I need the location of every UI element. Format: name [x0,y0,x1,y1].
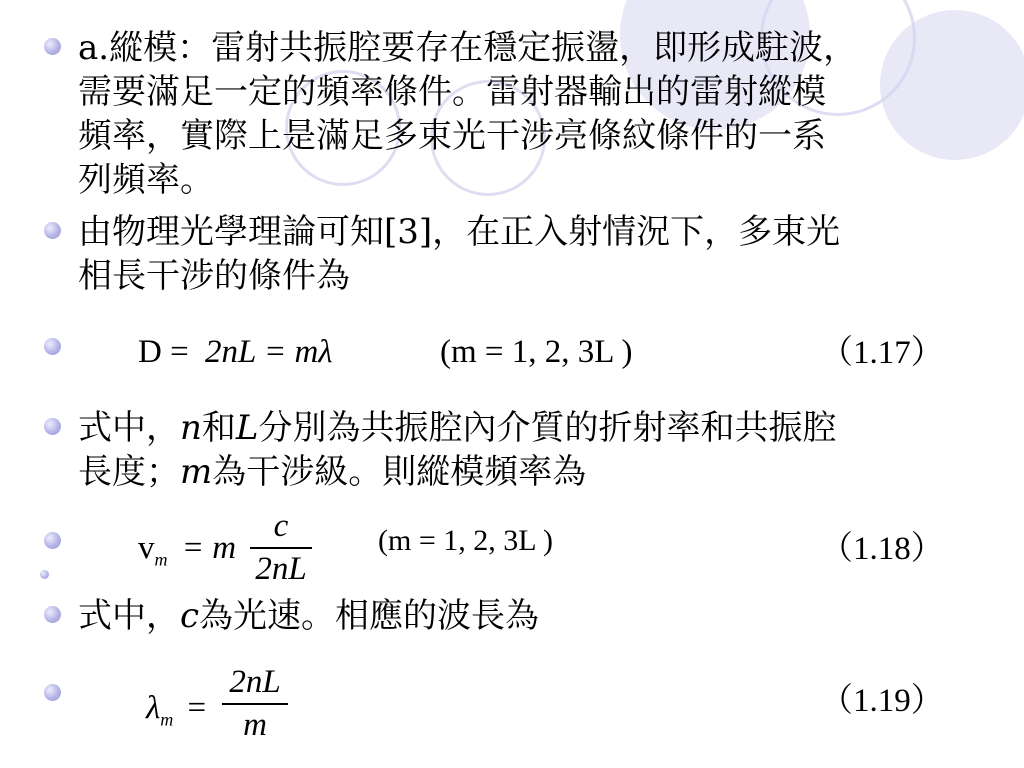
equation-lhs: D = [138,334,189,370]
bullet-icon [40,570,49,579]
paragraph-longitudinal-mode [78,26,857,202]
variable-c: c [180,596,200,636]
bullet-icon [44,418,61,435]
variable-L: L [235,408,259,448]
equation-expression: 2nL = mλ [204,334,333,370]
text-line: a.縱模：雷射共振腔要存在穩定振盪，即形成駐波， [78,28,858,68]
bullet-icon [44,38,61,55]
text-fragment: 式中， [78,408,180,448]
bullet-icon [44,606,61,623]
text-line [78,450,836,494]
fraction-bar [222,703,288,705]
fraction-denominator: m [243,707,267,743]
fraction-denominator: 2nL [255,551,307,587]
equation-condition: (m = 1, 2, 3L ) [378,524,553,557]
paragraph-interference-condition [78,210,840,298]
fraction-2nL-over-m [222,664,288,744]
text-fragment: 式中， [78,596,180,636]
equation-number: （1.17） [820,335,944,371]
text-fragment: 長度； [78,452,180,492]
text-line: 列頻率。 [78,160,214,200]
bullet-icon [44,532,61,549]
decorative-circle [880,10,1024,160]
text-line: 需要滿足一定的頻率條件。雷射器輸出的雷射縱模 [78,72,826,112]
fraction-bar [250,547,312,549]
text-fragment: 為光速。相應的波長為 [199,596,540,636]
equation-lhs-symbol: λ [146,690,161,726]
equation-1-19 [146,690,206,731]
equation-1-18 [138,530,236,571]
fraction-numerator: 2nL [229,664,281,700]
equation-lhs-subscript: m [154,549,168,570]
paragraph-speed-of-light [78,594,539,638]
text-fragment: 為干涉級。則縱模頻率為 [212,452,587,492]
equation-lhs-subscript: m [160,709,174,730]
text-line [78,406,836,450]
equation-equals: = m [181,530,237,566]
text-line: 頻率，實際上是滿足多束光干涉亮條紋條件的一系 [78,116,826,156]
text-fragment: 分別為共振腔內介質的折射率和共振腔 [258,408,837,448]
text-line [78,594,539,638]
bullet-icon [44,222,61,239]
equation-number: （1.19） [820,683,944,719]
text-line: 相長干涉的條件為 [78,256,350,296]
equation-lhs-symbol: v [138,530,155,566]
variable-m: m [180,452,213,492]
equation-condition: (m = 1, 2, 3L ) [440,334,633,370]
equation-equals: = [187,690,207,726]
variable-n: n [180,408,202,448]
equation-1-17 [138,334,333,371]
fraction-numerator: c [273,508,289,544]
bullet-icon [44,338,61,355]
paragraph-variable-definitions [78,406,836,494]
text-fragment: 和 [201,408,236,448]
fraction-c-over-2nL [250,508,312,588]
equation-number: （1.18） [820,531,944,567]
text-line: 由物理光學理論可知[3]，在正入射情況下，多束光 [78,212,841,252]
bullet-icon [44,684,61,701]
